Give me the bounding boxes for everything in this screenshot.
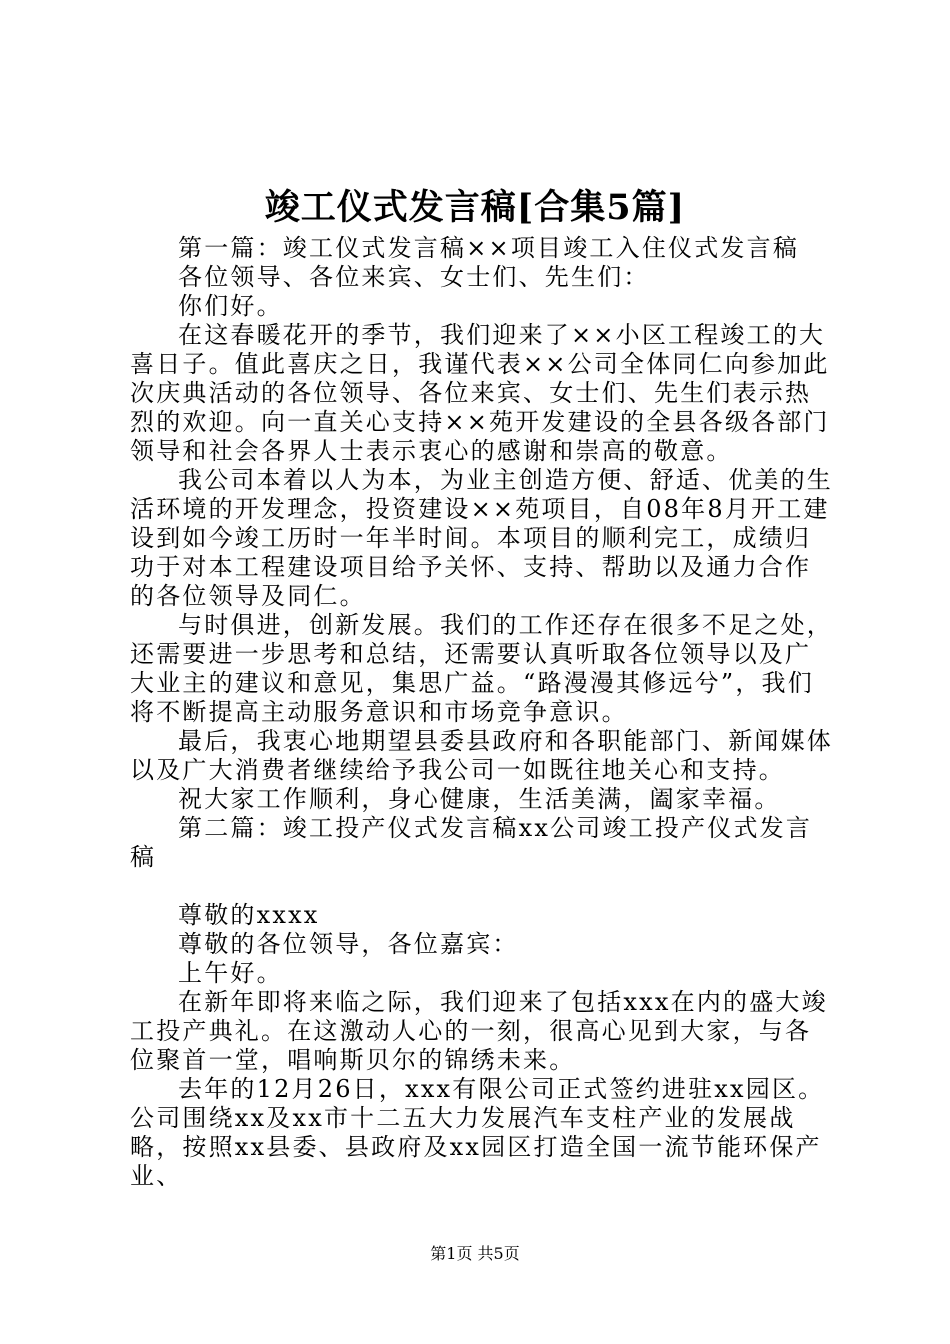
blank-paragraph <box>130 872 836 901</box>
paragraph: 你们好。 <box>178 292 283 320</box>
paragraph: 尊敬的各位领导，各位嘉宾： <box>178 930 519 958</box>
paragraph: 各位领导、各位来宾、女士们、先生们： <box>178 263 650 291</box>
paragraph: 第二篇：竣工投产仪式发言稿xx公司竣工投产仪式发言稿 <box>130 814 813 871</box>
paragraph: 去年的12月26日，xxx有限公司正式签约进驻xx园区。公司围绕xx及xx市十二五大力发展汽车支柱产业的发展战略，按照xx县委、县政府及xx园区打造全国一流节能环保产业、 <box>130 1075 825 1190</box>
paragraph: 祝大家工作顺利，身心健康，生活美满，阖家幸福。 <box>178 785 781 813</box>
paragraph: 上午好。 <box>178 959 283 987</box>
paragraph: 在这春暖花开的季节，我们迎来了××小区工程竣工的大喜日子。值此喜庆之日，我谨代表××公司全体同仁向参加此次庆典活动的各位领导、各位来宾、女士们、先生们表示热烈的欢迎。向一直关心支持××苑开发建设的全县各级各部门领导和社会各界人士表示衷心的感谢和崇高的敬意。 <box>130 321 830 465</box>
paragraph: 第一篇：竣工仪式发言稿××项目竣工入住仪式发言稿 <box>178 234 800 262</box>
paragraph: 与时俱进，创新发展。我们的工作还存在很多不足之处，还需要进一步思考和总结，还需要认真听取各位领导以及广大业主的建议和意见，集思广益。“路漫漫其修远兮”，我们将不断提高主动服务意识和市场竞争意识。 <box>130 611 833 726</box>
paragraph: 我公司本着以人为本，为业主创造方便、舒适、优美的生活环境的开发理念，投资建设××苑项目，自08年8月开工建设到如今竣工历时一年半时间。本项目的顺利完工，成绩归功于对本工程建设项目给予关怀、支持、帮助以及通力合作的各位领导及同仁。 <box>130 466 833 610</box>
paragraph: 最后，我衷心地期望县委县政府和各职能部门、新闻媒体以及广大消费者继续给予我公司一如既往地关心和支持。 <box>130 727 833 784</box>
paragraph: 在新年即将来临之际，我们迎来了包括xxx在内的盛大竣工投产典礼。在这激动人心的一刻，很高心见到大家，与各位聚首一堂，唱响斯贝尔的锦绣未来。 <box>130 988 828 1074</box>
paragraph: 尊敬的xxxx <box>178 901 320 929</box>
document-title: 竣工仪式发言稿[合集5篇] <box>264 187 686 228</box>
page-footer: 第1页 共5页 <box>430 1244 520 1263</box>
document-body <box>130 234 836 1191</box>
